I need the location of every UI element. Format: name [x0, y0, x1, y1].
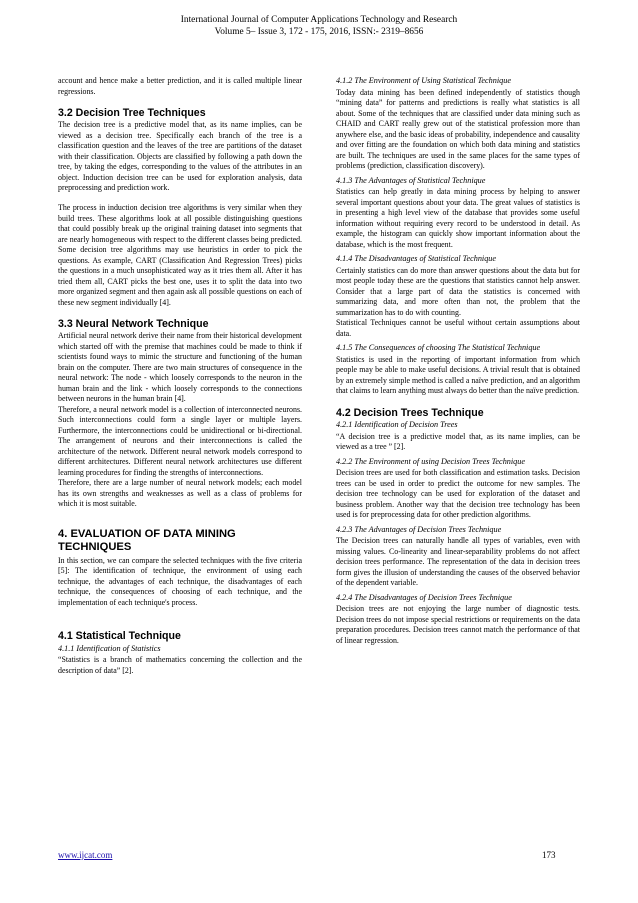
section-3-3-paragraph-1: Artificial neural network derive their name from their historical development which started off with the premise that machines could be made to think if scientists found ways to mimic the structure and functioning of the human brain on the computer. There are two main structures of consequence in the neural network: The node - which loosely corresponds to the neuron in the human brain and the link - which loosely corresponds to the connections between neurons in the human brain [4]. [58, 331, 302, 403]
section-4-2-1-paragraph: “A decision tree is a predictive model that, as its name implies, can be viewed as a tree ” [2]. [336, 431, 580, 451]
section-4-2-3-heading: 4.2.3 The Advantages of Decision Trees Technique [336, 524, 502, 534]
section-3-2-paragraph-2: The process in induction decision tree algorithms is very similar when they build trees. These algorithms look at all possible distinguishing questions that could possibly break up the original training dataset into segments that are nearly homogeneous with respect to the different classes being predicted. Some decision tree algorithms may use heuristics in order to pick the questions. As example, CART (Classification And Regression Trees) picks the questions in a much unsophisticated way as it tries them all. After it has tried them all, CART picks the best one, uses it to split the data into two more organized segment and then again ask all possible questions on each of these new segment individually [4]. [58, 203, 302, 307]
journal-header [0, 14, 638, 38]
section-3-3-heading: 3.3 Neural Network Technique [58, 317, 209, 330]
section-4-1-3-paragraph: Statistics can help greatly in data mining process by helping to answer several important questions about your data. The great values of statistics is in presenting a high level view of the database that provides some useful information without requiring every record to be understood in detail. As example, the histogram can quickly show important information about the database, which is the most frequent. [336, 187, 580, 249]
section-4-2-2-heading: 4.2.2 The Environment of using Decision Trees Technique [336, 456, 525, 466]
intro-paragraph: account and hence make a better prediction, and it is called multiple linear regressions. [58, 76, 302, 96]
section-4-2-1-heading: 4.2.1 Identification of Decision Trees [336, 420, 458, 429]
journal-website-link[interactable]: www.ijcat.com [58, 850, 113, 860]
section-4-1-4-paragraph-1: Certainly statistics can do more than answer questions about the data but for most people today these are the questions that statistics cannot help answer. Consider that a large part of data the statistics is concerned with summarizing data, and more often than not, the problem that the summarization has to do with counting. [336, 265, 580, 317]
section-4-paragraph: In this section, we can compare the selected techniques with the five criteria [5]: The identification of technique, the environment of using each technique, the advantages of each technique, the disadvantages of each technique, the consequences of choosing of each technique, and the implementation of each technique's process. [58, 555, 302, 607]
section-4-1-4-paragraph-2: Statistical Techniques cannot be useful without certain assumptions about data. [336, 318, 580, 338]
section-4-1-2-paragraph: Today data mining has been defined independently of statistics though “mining data” for patterns and predictions is really what statistics is all about. Some of the techniques that are classified under data mining such as CHAID and CART really grew out of the statistical profession more than anywhere else, and the basic ideas of probability, independence and causality and over fitting are the foundation on which both data mining and statistics are built. The techniques are used in the same places for the same types of problems (prediction, classification discovery). [336, 87, 580, 170]
journal-volume: Volume 5– Issue 3, 172 - 175, 2016, ISSN:- 2319–8656 [214, 27, 424, 37]
section-3-2-heading: 3.2 Decision Tree Techniques [58, 106, 206, 119]
section-4-heading: 4. EVALUATION OF DATA MINING TECHNIQUES [58, 527, 236, 553]
section-4-1-4-heading: 4.1.4 The Disadvantages of Statistical Technique [336, 254, 497, 263]
section-4-2-4-heading: 4.2.4 The Disadvantages of Decision Trees Technique [336, 592, 512, 602]
left-column [58, 76, 302, 676]
section-4-1-3-heading: 4.1.3 The Advantages of Statistical Technique [336, 175, 486, 185]
section-4-1-5-paragraph: Statistics is used in the reporting of important information from which people may be able to make useful decisions. A trivial result that is obtained by an extremely simple method is called a naïve prediction, and an algorithm that claims to learn anything must always do better than the naïve prediction. [336, 354, 580, 395]
section-4-2-2-paragraph: Decision trees are used for both classification and estimation tasks. Decision trees can be used in order to predict the outcome for new samples. The decision tree technology can be used for exploration of the dataset and business problem. Another way that the decision tree technology has been used is for preprocessing data for other prediction algorithms. [336, 468, 580, 519]
section-3-3-paragraph-3: Therefore, there are a large number of neural network models; each model has its own strengths and weaknesses as well as a class of problems for which it is most suitable. [58, 478, 302, 508]
journal-title: International Journal of Computer Applications Technology and Research [180, 15, 458, 25]
section-4-2-3-paragraph: The Decision trees can naturally handle all types of variables, even with missing values. Co-linearity and linear-separability problems do not affect decision trees performance. The representation of the data in decision trees form gives the illusion of understanding the causes of the observed behavior of the dependent variable. [336, 536, 580, 587]
section-3-3-paragraph-2: Therefore, a neural network model is a collection of interconnected neurons. Such interconnections could form a single layer or multiple layers. Furthermore, the interconnections could be unidirectional or bi-directional. The arrangement of neurons and their interconnections is called the architecture of the network. Different neural network models correspond to different architectures. Different neural network architectures use different learning procedures for finding the strengths of interconnections. [58, 404, 302, 477]
right-column [336, 76, 580, 646]
section-4-2-heading: 4.2 Decision Trees Technique [336, 406, 484, 419]
section-4-1-1-heading: 4.1.1 Identification of Statistics [58, 643, 161, 653]
section-4-2-4-paragraph: Decision trees are not enjoying the large number of diagnostic tests. Decision trees do not impose special restrictions or requirements on the data preparation procedures. Decision trees cannot match the performance of that of linear regression. [336, 604, 580, 645]
section-4-1-5-heading: 4.1.5 The Consequences of choosing The Statistical Technique [336, 343, 541, 352]
section-4-1-1-paragraph: “Statistics is a branch of mathematics concerning the collection and the description of data” [2]. [58, 655, 302, 675]
page-number: 173 [542, 850, 556, 860]
section-4-1-heading: 4.1 Statistical Technique [58, 630, 181, 642]
section-4-1-2-heading: 4.1.2 The Environment of Using Statistical Technique [336, 76, 511, 85]
section-3-2-paragraph-1: The decision tree is a predictive model that, as its name implies, can be viewed as a decision tree. Specifically each branch of the tree is a classification question and the leaves of the tree are partitions of the dataset with their classification. Objects are classified by following a path down the tree, by taking the edges, corresponding to the values of the attributes in an object. Induction decision tree can be used for exploration analysis, data preprocessing and prediction work. [58, 120, 302, 192]
